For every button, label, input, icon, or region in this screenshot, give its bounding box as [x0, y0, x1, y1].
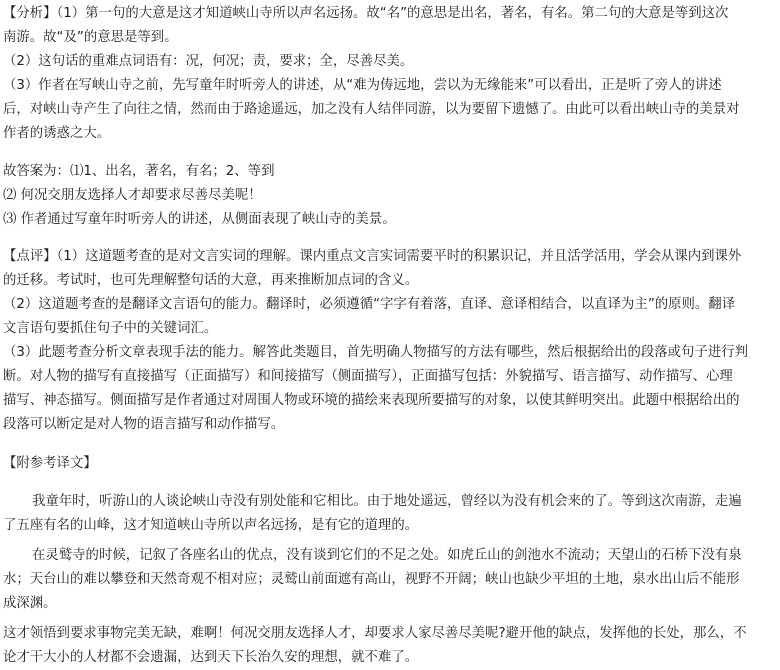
comment-text: （1）这道题考查的是对文言实词的理解。课内重点文言实词需要平时的积累识记，并且活学活用，学会从课内到课外: [56, 249, 742, 264]
comment-line-6: 断。对人物的描写有直接描写（正面描写）和间接描写（侧面描写），正面描写包括：外貌描写、语言描写、动作描写、心理: [3, 369, 733, 384]
translation-para1-line-2: 了五座有名的山峰，这才知道峡山寺所以声名远扬，是有它的道理的。: [3, 518, 419, 533]
analysis-label: 【分析】: [3, 6, 57, 21]
translation-para3-line-2: 论才干大小的人材都不会遗漏，达到天下长治久安的理想，就不难了。: [3, 650, 419, 665]
translation-para2-line-3: 成深渊。: [3, 596, 57, 611]
answer-line-3: ⑶ 作者通过写童年时听旁人的讲述，从侧面表现了峡山寺的美景。: [3, 212, 396, 227]
translation-para3-line-1: 这才领悟到要求事物完美无缺，难啊！何况交朋友选择人才，却要求人家尽善尽美呢?避开他的缺点，发挥他的长处，那么，不: [3, 626, 747, 641]
analysis-line-6: 作者的诱惑之大。: [3, 126, 111, 141]
analysis-line-5: 后，对峡山寺产生了向往之情，然而由于路途遥远，加之没有人结伴同游，以为要留下遗憾了。由此可以看出峡山寺的美景对: [3, 102, 740, 117]
answer-line-1: 故答案为：⑴1、出名，著名，有名；2、等到: [3, 164, 275, 179]
translation-para2-line-1: 在灵鹫寺的时候，记叙了各座名山的优点，没有谈到它们的不足之处。如虎丘山的剑池水不流动；天望山的石桥下没有泉: [32, 548, 742, 563]
analysis-line-1: [3, 2, 728, 26]
translation-para2-line-2: 水；天台山的难以攀登和天然奇观不相对应；灵鹫山前面遮有高山，视野不开阔；峡山也缺少平坦的土地，泉水出山后不能形: [3, 572, 740, 587]
comment-line-8: 段落可以断定是对人物的语言描写和动作描写。: [3, 417, 285, 432]
comment-label: 【点评】: [3, 249, 57, 264]
comment-line-4: 文言语句要抓住句子中的关键词汇。: [3, 321, 218, 336]
comment-line-5: （3）此题考查分析文章表现手法的能力。解答此类题目，首先明确人物描写的方法有哪些，然后根据给出的段落或句子进行判: [3, 345, 748, 360]
comment-line-7: 描写、神态描写。侧面描写是作者通过对周围人物或环境的描绘来表现所要描写的对象，以使其鲜明突出。此题中根据给出的: [3, 393, 740, 408]
answer-line-2: ⑵ 何况交朋友选择人才却要求尽善尽美呢！: [3, 188, 262, 203]
analysis-line-4: （3）作者在写峡山寺之前，先写童年时听旁人的讲述，从“难为俦远地，尝以为无缘能来”可以看出，正是听了旁人的讲述: [3, 78, 722, 93]
comment-line-3: （2）这道题考查的是翻译文言语句的能力。翻译时，必须遵循“字字有着落，直译、意译相结合，以直译为主”的原则。翻译: [3, 297, 736, 312]
comment-line-1: [3, 245, 741, 269]
analysis-line-2: 南游。故“及”的意思是等到。: [3, 30, 178, 45]
translation-para1-line-1: 我童年时，听游山的人谈论峡山寺没有别处能和它相比。由于地处遥远，曾经以为没有机会来的了。等到这次南游，走遍: [32, 494, 742, 509]
translation-label: 【附参考译文】: [3, 456, 97, 471]
analysis-line-3: （2）这句话的重难点词语有：况，何况；责，要求；全，尽善尽美。: [3, 54, 414, 69]
analysis-text: （1）第一句的大意是这才知道峡山寺所以声名远扬。故“名”的意思是出名，著名，有名。第二句的大意是等到这次: [56, 6, 729, 21]
watermark-decoration: ​: [512, 41, 528, 88]
comment-line-2: 的迁移。考试时，也可先理解整句话的大意，再来推断加点词的含义。: [3, 273, 419, 288]
